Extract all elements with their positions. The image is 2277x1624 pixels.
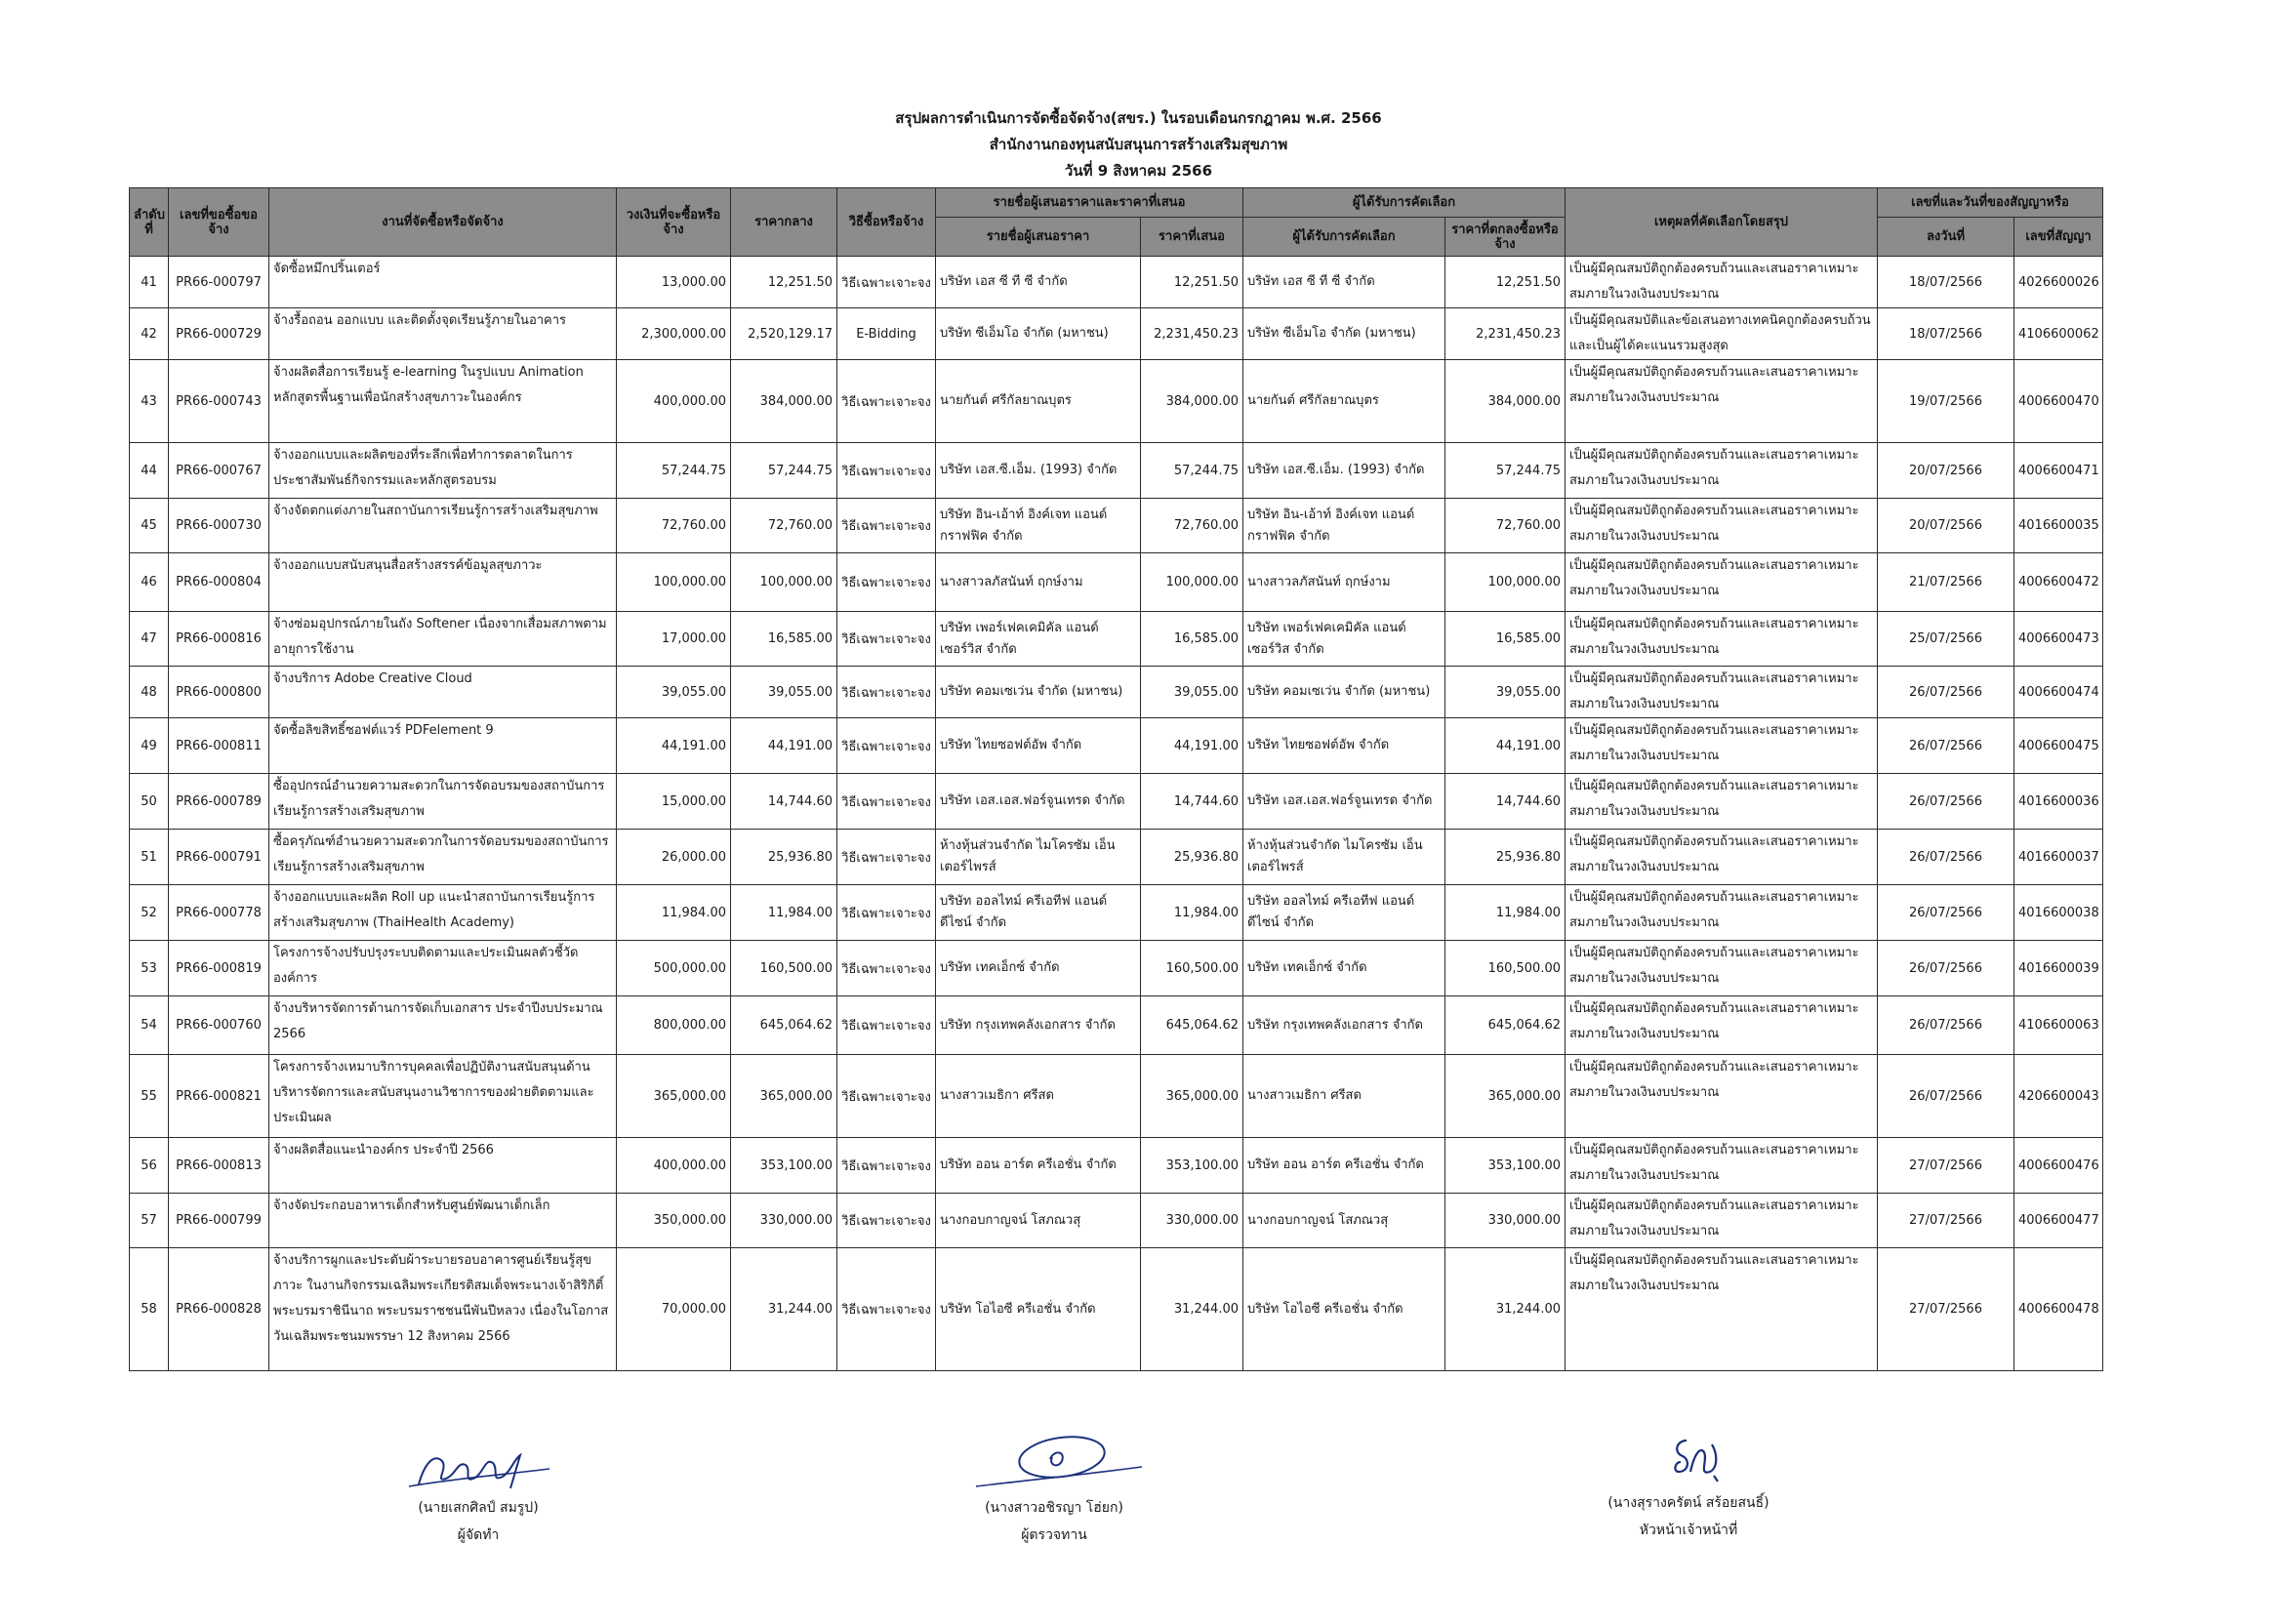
table-row — [130, 1194, 2103, 1248]
cell-median-price: 2,520,129.17 — [731, 308, 837, 360]
cell-task: จ้างผลิตสื่อแนะนำองค์กร ประจำปี 2566 — [269, 1138, 617, 1194]
header-selected-group: ผู้ได้รับการคัดเลือก — [1243, 188, 1565, 218]
cell-selected: บริษัท โอไอซี ครีเอชั่น จำกัด — [1243, 1248, 1445, 1371]
cell-budget: 350,000.00 — [617, 1194, 731, 1248]
cell-bid-price: 31,244.00 — [1141, 1248, 1243, 1371]
cell-contract-date: 25/07/2566 — [1878, 612, 2014, 667]
cell-agreed-price: 645,064.62 — [1445, 996, 1565, 1055]
cell-agreed-price: 353,100.00 — [1445, 1138, 1565, 1194]
cell-contract-date: 26/07/2566 — [1878, 718, 2014, 774]
cell-selected: นางสาวลภัสนันท์ ฤกษ์งาม — [1243, 553, 1445, 612]
cell-agreed-price: 16,585.00 — [1445, 612, 1565, 667]
header-reason: เหตุผลที่คัดเลือกโดยสรุป — [1565, 188, 1878, 257]
cell-method: วิธีเฉพาะเจาะจง — [837, 1248, 936, 1371]
cell-median-price: 330,000.00 — [731, 1194, 837, 1248]
cell-contract-date: 18/07/2566 — [1878, 257, 2014, 308]
header-bidders-group: รายชื่อผู้เสนอราคาและราคาที่เสนอ — [936, 188, 1243, 218]
cell-selected: บริษัท เอส ซี ที ซี จำกัด — [1243, 257, 1445, 308]
cell-budget: 44,191.00 — [617, 718, 731, 774]
cell-task: จ้างบริการ Adobe Creative Cloud — [269, 667, 617, 718]
cell-selected: บริษัท ออน อาร์ต ครีเอชั่น จำกัด — [1243, 1138, 1445, 1194]
cell-task: โครงการจ้างเหมาบริการบุคคลเพื่อปฏิบัติงานสนับสนุนด้านบริหารจัดการและสนับสนุนงานวิชาการของฝ่ายติดตามและประเมินผล — [269, 1055, 617, 1138]
cell-method: วิธีเฉพาะเจาะจง — [837, 718, 936, 774]
cell-selected: นางสาวเมธิกา ศรีสด — [1243, 1055, 1445, 1138]
cell-budget: 39,055.00 — [617, 667, 731, 718]
cell-budget: 72,760.00 — [617, 499, 731, 553]
cell-median-price: 44,191.00 — [731, 718, 837, 774]
table-row — [130, 996, 2103, 1055]
cell-budget: 100,000.00 — [617, 553, 731, 612]
cell-contract-date: 26/07/2566 — [1878, 1055, 2014, 1138]
cell-bid-price: 11,984.00 — [1141, 885, 1243, 941]
cell-contract-no: 4016600036 — [2014, 774, 2103, 830]
document-date: วันที่ 9 สิงหาคม 2566 — [1064, 162, 1213, 180]
cell-reason: เป็นผู้มีคุณสมบัติถูกต้องครบถ้วนและเสนอราคาเหมาะสมภายในวงเงินงบประมาณ — [1565, 1138, 1878, 1194]
table-row — [130, 308, 2103, 360]
cell-contract-no: 4006600472 — [2014, 553, 2103, 612]
header-contract-group: เลขที่และวันที่ของสัญญาหรือ — [1878, 188, 2103, 218]
table-row — [130, 1248, 2103, 1371]
header-contract-date: ลงวันที่ — [1878, 218, 2014, 257]
cell-agreed-price: 365,000.00 — [1445, 1055, 1565, 1138]
cell-bidder: นายกันต์ ศรีกัลยาณบุตร — [936, 360, 1141, 443]
cell-task: จ้างบริการผูกและประดับผ้าระบายรอบอาคารศูนย์เรียนรู้สุขภาวะ ในงานกิจกรรมเฉลิมพระเกียรติสมเด็จพระนางเจ้าสิริกิติ์ พระบรมราชินีนาถ พระบรมราชชนนีพันปีหลวง เนื่องในโอกาสวันเฉลิมพระชนมพรรษา 12 สิงหาคม 2566 — [269, 1248, 617, 1371]
cell-median-price: 160,500.00 — [731, 941, 837, 996]
cell-contract-no: 4106600063 — [2014, 996, 2103, 1055]
cell-task: ซื้อครุภัณฑ์อำนวยความสะดวกในการจัดอบรมของสถาบันการเรียนรู้การสร้างเสริมสุขภาพ — [269, 830, 617, 885]
cell-pr-number: PR66-000760 — [169, 996, 269, 1055]
cell-contract-no: 4006600475 — [2014, 718, 2103, 774]
cell-median-price: 384,000.00 — [731, 360, 837, 443]
cell-bidder: บริษัท เทคเอ็กซ์ จำกัด — [936, 941, 1141, 996]
cell-method: วิธีเฉพาะเจาะจง — [837, 1055, 936, 1138]
signature-block-preparer — [332, 1440, 625, 1549]
cell-agreed-price: 39,055.00 — [1445, 667, 1565, 718]
cell-median-price: 39,055.00 — [731, 667, 837, 718]
cell-contract-date: 26/07/2566 — [1878, 996, 2014, 1055]
cell-task: จ้างซ่อมอุปกรณ์ภายในถัง Softener เนื่องจากเสื่อมสภาพตามอายุการใช้งาน — [269, 612, 617, 667]
header-contract-no: เลขที่สัญญา — [2014, 218, 2103, 257]
cell-reason: เป็นผู้มีคุณสมบัติถูกต้องครบถ้วนและเสนอราคาเหมาะสมภายในวงเงินงบประมาณ — [1565, 1194, 1878, 1248]
cell-budget: 70,000.00 — [617, 1248, 731, 1371]
cell-contract-no: 4026600026 — [2014, 257, 2103, 308]
cell-agreed-price: 2,231,450.23 — [1445, 308, 1565, 360]
cell-contract-no: 4206600043 — [2014, 1055, 2103, 1138]
cell-budget: 400,000.00 — [617, 360, 731, 443]
cell-pr-number: PR66-000767 — [169, 443, 269, 499]
table-row — [130, 553, 2103, 612]
cell-contract-date: 21/07/2566 — [1878, 553, 2014, 612]
cell-agreed-price: 100,000.00 — [1445, 553, 1565, 612]
cell-reason: เป็นผู้มีคุณสมบัติถูกต้องครบถ้วนและเสนอราคาเหมาะสมภายในวงเงินงบประมาณ — [1565, 830, 1878, 885]
cell-selected: บริษัท เพอร์เฟคเคมิคัล แอนด์ เซอร์วิส จำกัด — [1243, 612, 1445, 667]
cell-method: วิธีเฉพาะเจาะจง — [837, 774, 936, 830]
cell-contract-date: 20/07/2566 — [1878, 499, 2014, 553]
cell-contract-date: 27/07/2566 — [1878, 1138, 2014, 1194]
cell-method: วิธีเฉพาะเจาะจง — [837, 612, 936, 667]
cell-bid-price: 39,055.00 — [1141, 667, 1243, 718]
cell-no: 43 — [130, 360, 169, 443]
cell-no: 57 — [130, 1194, 169, 1248]
cell-reason: เป็นผู้มีคุณสมบัติถูกต้องครบถ้วนและเสนอราคาเหมาะสมภายในวงเงินงบประมาณ — [1565, 499, 1878, 553]
cell-no: 44 — [130, 443, 169, 499]
cell-method: วิธีเฉพาะเจาะจง — [837, 885, 936, 941]
table-row — [130, 1138, 2103, 1194]
cell-method: วิธีเฉพาะเจาะจง — [837, 1138, 936, 1194]
cell-contract-no: 4016600037 — [2014, 830, 2103, 885]
header-method: วิธีซื้อหรือจ้าง — [837, 188, 936, 257]
cell-task: ซื้ออุปกรณ์อำนวยความสะดวกในการจัดอบรมของสถาบันการเรียนรู้การสร้างเสริมสุขภาพ — [269, 774, 617, 830]
header-bid-price: ราคาที่เสนอ — [1141, 218, 1243, 257]
cell-contract-no: 4106600062 — [2014, 308, 2103, 360]
cell-bid-price: 384,000.00 — [1141, 360, 1243, 443]
header-no: ลำดับที่ — [130, 188, 169, 257]
cell-method: วิธีเฉพาะเจาะจง — [837, 941, 936, 996]
table-body — [130, 257, 2103, 1371]
cell-bid-price: 160,500.00 — [1141, 941, 1243, 996]
cell-no: 52 — [130, 885, 169, 941]
document-title-block — [0, 105, 2277, 184]
cell-contract-no: 4006600476 — [2014, 1138, 2103, 1194]
cell-no: 49 — [130, 718, 169, 774]
cell-no: 45 — [130, 499, 169, 553]
table-row — [130, 257, 2103, 308]
cell-bidder: บริษัท ซีเอ็มโอ จำกัด (มหาชน) — [936, 308, 1141, 360]
document-title: สรุปผลการดำเนินการจัดซื้อจัดจ้าง(สขร.) ในรอบเดือนกรกฎาคม พ.ศ. 2566 — [895, 109, 1382, 127]
cell-pr-number: PR66-000804 — [169, 553, 269, 612]
cell-reason: เป็นผู้มีคุณสมบัติถูกต้องครบถ้วนและเสนอราคาเหมาะสมภายในวงเงินงบประมาณ — [1565, 443, 1878, 499]
cell-bid-price: 365,000.00 — [1141, 1055, 1243, 1138]
handwritten-signature-icon — [956, 1430, 1152, 1494]
cell-bidder: บริษัท อิน-เอ้าท์ อิงค์เจท แอนด์ กราฟฟิค จำกัด — [936, 499, 1141, 553]
cell-selected: บริษัท เทคเอ็กซ์ จำกัด — [1243, 941, 1445, 996]
cell-contract-date: 26/07/2566 — [1878, 774, 2014, 830]
cell-no: 51 — [130, 830, 169, 885]
cell-bidder: นางสาวลภัสนันท์ ฤกษ์งาม — [936, 553, 1141, 612]
procurement-table — [129, 187, 2103, 1371]
cell-bid-price: 100,000.00 — [1141, 553, 1243, 612]
signature-block-head — [1542, 1433, 1835, 1544]
cell-pr-number: PR66-000821 — [169, 1055, 269, 1138]
cell-bidder: นางกอบกาญจน์ โสภณวสุ — [936, 1194, 1141, 1248]
cell-budget: 800,000.00 — [617, 996, 731, 1055]
cell-method: วิธีเฉพาะเจาะจง — [837, 257, 936, 308]
cell-bid-price: 14,744.60 — [1141, 774, 1243, 830]
cell-task: จ้างบริหารจัดการด้านการจัดเก็บเอกสาร ประจำปีงบประมาณ 2566 — [269, 996, 617, 1055]
cell-bidder: บริษัท เอส ซี ที ซี จำกัด — [936, 257, 1141, 308]
cell-contract-no: 4016600038 — [2014, 885, 2103, 941]
cell-bid-price: 645,064.62 — [1141, 996, 1243, 1055]
cell-bidder: นางสาวเมธิกา ศรีสด — [936, 1055, 1141, 1138]
cell-pr-number: PR66-000729 — [169, 308, 269, 360]
cell-budget: 11,984.00 — [617, 885, 731, 941]
cell-median-price: 25,936.80 — [731, 830, 837, 885]
cell-pr-number: PR66-000789 — [169, 774, 269, 830]
cell-no: 58 — [130, 1248, 169, 1371]
cell-task: จ้างออกแบบสนับสนุนสื่อสร้างสรรค์ข้อมูลสุขภาวะ — [269, 553, 617, 612]
cell-method: วิธีเฉพาะเจาะจง — [837, 443, 936, 499]
cell-contract-no: 4006600473 — [2014, 612, 2103, 667]
cell-contract-no: 4006600471 — [2014, 443, 2103, 499]
cell-task: จ้างออกแบบและผลิตของที่ระลึกเพื่อทำการตลาดในการประชาสัมพันธ์กิจกรรมและหลักสูตรอบรม — [269, 443, 617, 499]
cell-median-price: 11,984.00 — [731, 885, 837, 941]
cell-budget: 2,300,000.00 — [617, 308, 731, 360]
table-row — [130, 941, 2103, 996]
cell-contract-no: 4006600477 — [2014, 1194, 2103, 1248]
cell-pr-number: PR66-000791 — [169, 830, 269, 885]
cell-median-price: 14,744.60 — [731, 774, 837, 830]
cell-method: วิธีเฉพาะเจาะจง — [837, 553, 936, 612]
cell-no: 46 — [130, 553, 169, 612]
cell-method: วิธีเฉพาะเจาะจง — [837, 499, 936, 553]
cell-bid-price: 44,191.00 — [1141, 718, 1243, 774]
cell-budget: 13,000.00 — [617, 257, 731, 308]
cell-task: จ้างจัดประกอบอาหารเด็กสำหรับศูนย์พัฒนาเด็กเล็ก — [269, 1194, 617, 1248]
cell-reason: เป็นผู้มีคุณสมบัติถูกต้องครบถ้วนและเสนอราคาเหมาะสมภายในวงเงินงบประมาณ — [1565, 257, 1878, 308]
table-row — [130, 667, 2103, 718]
cell-bidder: บริษัท กรุงเทพคลังเอกสาร จำกัด — [936, 996, 1141, 1055]
cell-pr-number: PR66-000828 — [169, 1248, 269, 1371]
cell-selected: บริษัท กรุงเทพคลังเอกสาร จำกัด — [1243, 996, 1445, 1055]
cell-method: วิธีเฉพาะเจาะจง — [837, 996, 936, 1055]
cell-reason: เป็นผู้มีคุณสมบัติถูกต้องครบถ้วนและเสนอราคาเหมาะสมภายในวงเงินงบประมาณ — [1565, 774, 1878, 830]
cell-no: 42 — [130, 308, 169, 360]
header-median: ราคากลาง — [731, 188, 837, 257]
cell-bid-price: 2,231,450.23 — [1141, 308, 1243, 360]
cell-median-price: 353,100.00 — [731, 1138, 837, 1194]
cell-bid-price: 25,936.80 — [1141, 830, 1243, 885]
cell-pr-number: PR66-000819 — [169, 941, 269, 996]
cell-contract-date: 26/07/2566 — [1878, 941, 2014, 996]
cell-selected: นางกอบกาญจน์ โสภณวสุ — [1243, 1194, 1445, 1248]
cell-task: จ้างรื้อถอน ออกแบบ และติดตั้งจุดเรียนรู้ภายในอาคาร — [269, 308, 617, 360]
table-row — [130, 830, 2103, 885]
cell-pr-number: PR66-000743 — [169, 360, 269, 443]
cell-agreed-price: 330,000.00 — [1445, 1194, 1565, 1248]
cell-median-price: 31,244.00 — [731, 1248, 837, 1371]
cell-contract-date: 26/07/2566 — [1878, 667, 2014, 718]
cell-reason: เป็นผู้มีคุณสมบัติถูกต้องครบถ้วนและเสนอราคาเหมาะสมภายในวงเงินงบประมาณ — [1565, 996, 1878, 1055]
cell-selected: บริษัท ออลไทม์ ครีเอทีฟ แอนด์ ดีไซน์ จำกัด — [1243, 885, 1445, 941]
cell-pr-number: PR66-000797 — [169, 257, 269, 308]
cell-pr-number: PR66-000816 — [169, 612, 269, 667]
cell-no: 55 — [130, 1055, 169, 1138]
handwritten-signature-icon — [395, 1440, 561, 1494]
cell-reason: เป็นผู้มีคุณสมบัติถูกต้องครบถ้วนและเสนอราคาเหมาะสมภายในวงเงินงบประมาณ — [1565, 941, 1878, 996]
cell-contract-date: 19/07/2566 — [1878, 360, 2014, 443]
organization-name: สำนักงานกองทุนสนับสนุนการสร้างเสริมสุขภาพ — [989, 136, 1288, 153]
table-row — [130, 1055, 2103, 1138]
cell-contract-date: 26/07/2566 — [1878, 885, 2014, 941]
cell-no: 50 — [130, 774, 169, 830]
table-row — [130, 499, 2103, 553]
cell-bidder: บริษัท ไทยซอฟต์อัพ จำกัด — [936, 718, 1141, 774]
cell-method: E-Bidding — [837, 308, 936, 360]
signer-name: (นางสาวอชิรญา โฮ่ยก) — [985, 1500, 1123, 1516]
cell-bidder: บริษัท เอส.ซี.เอ็ม. (1993) จำกัด — [936, 443, 1141, 499]
cell-method: วิธีเฉพาะเจาะจง — [837, 360, 936, 443]
cell-contract-no: 4006600470 — [2014, 360, 2103, 443]
cell-bidder: บริษัท เพอร์เฟคเคมิคัล แอนด์ เซอร์วิส จำกัด — [936, 612, 1141, 667]
header-pr: เลขที่ขอซื้อขอจ้าง — [169, 188, 269, 257]
table-row — [130, 885, 2103, 941]
cell-method: วิธีเฉพาะเจาะจง — [837, 1194, 936, 1248]
header-task: งานที่จัดซื้อหรือจัดจ้าง — [269, 188, 617, 257]
cell-contract-date: 27/07/2566 — [1878, 1248, 2014, 1371]
cell-reason: เป็นผู้มีคุณสมบัติถูกต้องครบถ้วนและเสนอราคาเหมาะสมภายในวงเงินงบประมาณ — [1565, 667, 1878, 718]
cell-budget: 365,000.00 — [617, 1055, 731, 1138]
cell-contract-date: 27/07/2566 — [1878, 1194, 2014, 1248]
cell-agreed-price: 57,244.75 — [1445, 443, 1565, 499]
table-row — [130, 774, 2103, 830]
cell-reason: เป็นผู้มีคุณสมบัติถูกต้องครบถ้วนและเสนอราคาเหมาะสมภายในวงเงินงบประมาณ — [1565, 1248, 1878, 1371]
cell-no: 48 — [130, 667, 169, 718]
cell-pr-number: PR66-000800 — [169, 667, 269, 718]
cell-selected: ห้างหุ้นส่วนจำกัด ไมโครซัม เอ็นเตอร์ไพรส์ — [1243, 830, 1445, 885]
cell-agreed-price: 14,744.60 — [1445, 774, 1565, 830]
cell-budget: 400,000.00 — [617, 1138, 731, 1194]
header-agreed-price: ราคาที่ตกลงซื้อหรือจ้าง — [1445, 218, 1565, 257]
table-row — [130, 360, 2103, 443]
cell-median-price: 57,244.75 — [731, 443, 837, 499]
cell-bidder: บริษัท เอส.เอส.ฟอร์จูนเทรด จำกัด — [936, 774, 1141, 830]
cell-no: 53 — [130, 941, 169, 996]
cell-bidder: บริษัท ออน อาร์ต ครีเอชั่น จำกัด — [936, 1138, 1141, 1194]
cell-median-price: 100,000.00 — [731, 553, 837, 612]
cell-budget: 500,000.00 — [617, 941, 731, 996]
cell-reason: เป็นผู้มีคุณสมบัติถูกต้องครบถ้วนและเสนอราคาเหมาะสมภายในวงเงินงบประมาณ — [1565, 360, 1878, 443]
cell-selected: บริษัท ซีเอ็มโอ จำกัด (มหาชน) — [1243, 308, 1445, 360]
cell-reason: เป็นผู้มีคุณสมบัติถูกต้องครบถ้วนและเสนอราคาเหมาะสมภายในวงเงินงบประมาณ — [1565, 1055, 1878, 1138]
cell-selected: บริษัท เอส.ซี.เอ็ม. (1993) จำกัด — [1243, 443, 1445, 499]
cell-reason: เป็นผู้มีคุณสมบัติถูกต้องครบถ้วนและเสนอราคาเหมาะสมภายในวงเงินงบประมาณ — [1565, 612, 1878, 667]
cell-bid-price: 57,244.75 — [1141, 443, 1243, 499]
signer-role: หัวหน้าเจ้าหน้าที่ — [1639, 1522, 1738, 1538]
cell-method: วิธีเฉพาะเจาะจง — [837, 667, 936, 718]
signature-block-reviewer — [908, 1430, 1200, 1549]
cell-contract-no: 4006600478 — [2014, 1248, 2103, 1371]
cell-bid-price: 72,760.00 — [1141, 499, 1243, 553]
cell-contract-no: 4016600039 — [2014, 941, 2103, 996]
signer-role: ผู้จัดทำ — [457, 1527, 500, 1543]
cell-selected: บริษัท ไทยซอฟต์อัพ จำกัด — [1243, 718, 1445, 774]
cell-no: 47 — [130, 612, 169, 667]
cell-reason: เป็นผู้มีคุณสมบัติถูกต้องครบถ้วนและเสนอราคาเหมาะสมภายในวงเงินงบประมาณ — [1565, 718, 1878, 774]
cell-contract-no: 4016600035 — [2014, 499, 2103, 553]
cell-task: จ้างผลิตสื่อการเรียนรู้ e-learning ในรูปแบบ Animation หลักสูตรพื้นฐานเพื่อนักสร้างสุขภาวะในองค์กร — [269, 360, 617, 443]
cell-reason: เป็นผู้มีคุณสมบัติถูกต้องครบถ้วนและเสนอราคาเหมาะสมภายในวงเงินงบประมาณ — [1565, 553, 1878, 612]
cell-bid-price: 330,000.00 — [1141, 1194, 1243, 1248]
cell-contract-no: 4006600474 — [2014, 667, 2103, 718]
signer-name: (นายเสกศิลป์ สมรูป) — [418, 1500, 539, 1516]
cell-selected: นายกันต์ ศรีกัลยาณบุตร — [1243, 360, 1445, 443]
cell-pr-number: PR66-000811 — [169, 718, 269, 774]
cell-method: วิธีเฉพาะเจาะจง — [837, 830, 936, 885]
cell-contract-date: 18/07/2566 — [1878, 308, 2014, 360]
cell-agreed-price: 44,191.00 — [1445, 718, 1565, 774]
cell-agreed-price: 384,000.00 — [1445, 360, 1565, 443]
cell-pr-number: PR66-000813 — [169, 1138, 269, 1194]
cell-agreed-price: 72,760.00 — [1445, 499, 1565, 553]
cell-bidder: ห้างหุ้นส่วนจำกัด ไมโครซัม เอ็นเตอร์ไพรส์ — [936, 830, 1141, 885]
cell-task: จ้างจัดตกแต่งภายในสถาบันการเรียนรู้การสร้างเสริมสุขภาพ — [269, 499, 617, 553]
cell-agreed-price: 11,984.00 — [1445, 885, 1565, 941]
cell-contract-date: 26/07/2566 — [1878, 830, 2014, 885]
cell-bidder: บริษัท ออลไทม์ ครีเอทีฟ แอนด์ ดีไซน์ จำกัด — [936, 885, 1141, 941]
cell-bid-price: 16,585.00 — [1141, 612, 1243, 667]
cell-no: 56 — [130, 1138, 169, 1194]
header-budget: วงเงินที่จะซื้อหรือจ้าง — [617, 188, 731, 257]
cell-agreed-price: 25,936.80 — [1445, 830, 1565, 885]
cell-no: 54 — [130, 996, 169, 1055]
cell-task: จัดซื้อหมึกปริ้นเตอร์ — [269, 257, 617, 308]
cell-agreed-price: 12,251.50 — [1445, 257, 1565, 308]
cell-selected: บริษัท คอมเซเว่น จำกัด (มหาชน) — [1243, 667, 1445, 718]
cell-agreed-price: 31,244.00 — [1445, 1248, 1565, 1371]
cell-bidder: บริษัท คอมเซเว่น จำกัด (มหาชน) — [936, 667, 1141, 718]
cell-budget: 57,244.75 — [617, 443, 731, 499]
cell-task: จ้างออกแบบและผลิต Roll up แนะนำสถาบันการเรียนรู้การสร้างเสริมสุขภาพ (ThaiHealth Academy) — [269, 885, 617, 941]
cell-agreed-price: 160,500.00 — [1445, 941, 1565, 996]
cell-pr-number: PR66-000730 — [169, 499, 269, 553]
cell-task: จัดซื้อลิขสิทธิ์ซอฟต์แวร์ PDFelement 9 — [269, 718, 617, 774]
signer-role: ผู้ตรวจทาน — [1021, 1527, 1087, 1543]
handwritten-signature-icon — [1630, 1433, 1747, 1489]
cell-median-price: 12,251.50 — [731, 257, 837, 308]
cell-no: 41 — [130, 257, 169, 308]
cell-contract-date: 20/07/2566 — [1878, 443, 2014, 499]
cell-bidder: บริษัท โอไอซี ครีเอชั่น จำกัด — [936, 1248, 1141, 1371]
signer-name: (นางสุรางครัตน์ สร้อยสนธิ์) — [1607, 1495, 1769, 1511]
header-selected: ผู้ได้รับการคัดเลือก — [1243, 218, 1445, 257]
cell-budget: 15,000.00 — [617, 774, 731, 830]
cell-median-price: 16,585.00 — [731, 612, 837, 667]
cell-pr-number: PR66-000799 — [169, 1194, 269, 1248]
table-row — [130, 612, 2103, 667]
cell-budget: 17,000.00 — [617, 612, 731, 667]
cell-reason: เป็นผู้มีคุณสมบัติและข้อเสนอทางเทคนิคถูกต้องครบถ้วนและเป็นผู้ได้คะแนนรวมสูงสุด — [1565, 308, 1878, 360]
cell-selected: บริษัท อิน-เอ้าท์ อิงค์เจท แอนด์ กราฟฟิค จำกัด — [1243, 499, 1445, 553]
cell-budget: 26,000.00 — [617, 830, 731, 885]
table-row — [130, 718, 2103, 774]
cell-median-price: 645,064.62 — [731, 996, 837, 1055]
cell-median-price: 365,000.00 — [731, 1055, 837, 1138]
cell-bid-price: 353,100.00 — [1141, 1138, 1243, 1194]
table-row — [130, 443, 2103, 499]
cell-task: โครงการจ้างปรับปรุงระบบติดตามและประเมินผลตัวชี้วัดองค์การ — [269, 941, 617, 996]
cell-reason: เป็นผู้มีคุณสมบัติถูกต้องครบถ้วนและเสนอราคาเหมาะสมภายในวงเงินงบประมาณ — [1565, 885, 1878, 941]
cell-bid-price: 12,251.50 — [1141, 257, 1243, 308]
header-bidder: รายชื่อผู้เสนอราคา — [936, 218, 1141, 257]
cell-median-price: 72,760.00 — [731, 499, 837, 553]
cell-pr-number: PR66-000778 — [169, 885, 269, 941]
cell-selected: บริษัท เอส.เอส.ฟอร์จูนเทรด จำกัด — [1243, 774, 1445, 830]
